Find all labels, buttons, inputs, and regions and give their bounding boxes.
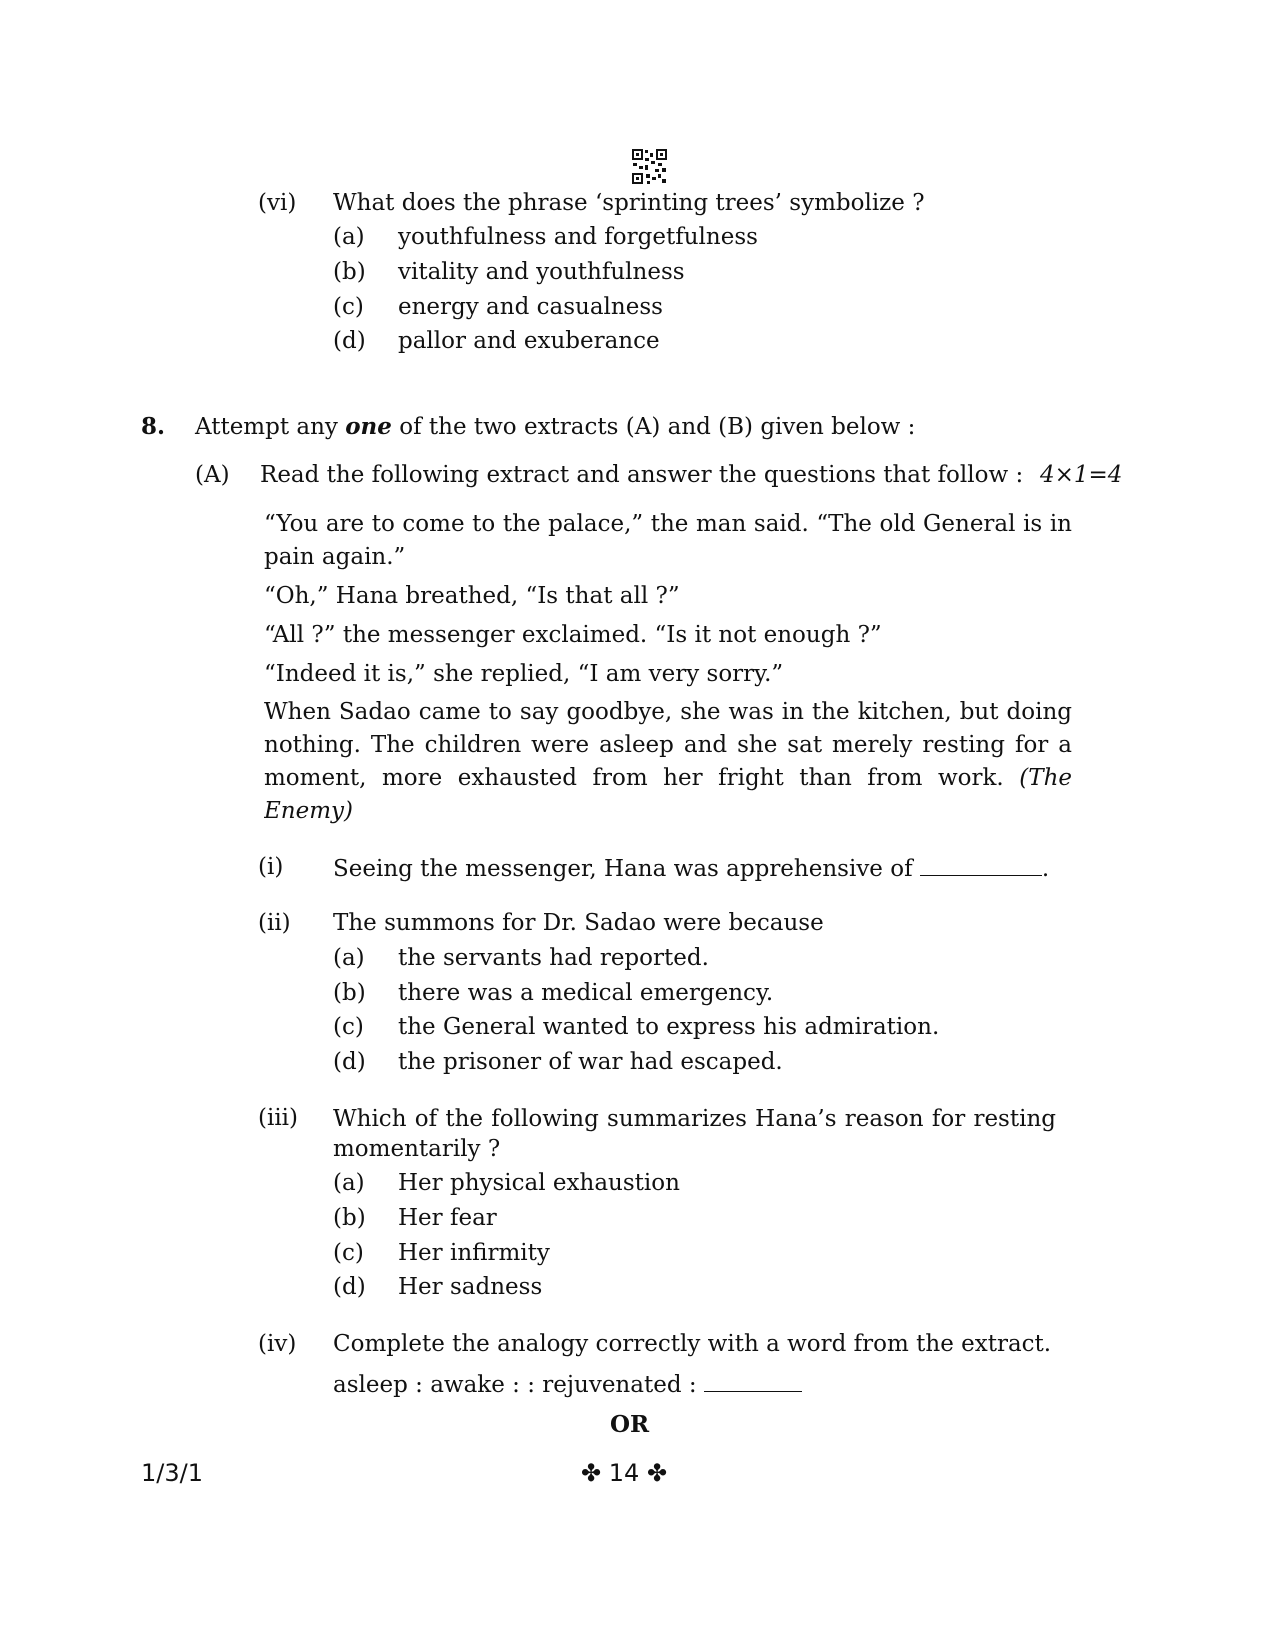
- question-text: Complete the analogy correctly with a word from the extract.: [333, 1331, 1052, 1357]
- question-number: (iii): [258, 1105, 299, 1131]
- option-text: vitality and youthfulness: [398, 259, 685, 285]
- option-label: (a): [333, 224, 365, 250]
- section-label: (A): [195, 462, 230, 488]
- extract-paragraph: “Oh,” Hana breathed, “Is that all ?”: [264, 583, 680, 609]
- option-text: energy and casualness: [398, 294, 663, 320]
- option-text: Her physical exhaustion: [398, 1170, 680, 1196]
- option-text: there was a medical emergency.: [398, 980, 774, 1006]
- extract-source: (The Enemy): [264, 765, 1072, 824]
- answer-blank[interactable]: [920, 853, 1042, 876]
- ornament-left-icon: ✤: [581, 1459, 602, 1487]
- extract-paragraph: “All ?” the messenger exclaimed. “Is it not enough ?”: [264, 622, 882, 648]
- extract-paragraph: “Indeed it is,” she replied, “I am very sorry.”: [264, 661, 784, 687]
- option-text: the prisoner of war had escaped.: [398, 1049, 783, 1075]
- option-label: (d): [333, 1274, 366, 1300]
- option-text: the General wanted to express his admiration.: [398, 1014, 940, 1040]
- extract-paragraph: “You are to come to the palace,” the man said. “The old General is in pain again.”: [264, 511, 1072, 570]
- question-text: What does the phrase ‘sprinting trees’ symbolize ?: [333, 190, 925, 216]
- marks: 4×1=4: [1040, 462, 1123, 488]
- option-text: youthfulness and forgetfulness: [398, 224, 758, 250]
- option-text: pallor and exuberance: [398, 328, 660, 354]
- question-number: (iv): [258, 1331, 297, 1357]
- question-number: (ii): [258, 910, 291, 936]
- option-text: Her sadness: [398, 1274, 543, 1300]
- ornament-right-icon: ✤: [646, 1459, 668, 1487]
- section-instruction: Read the following extract and answer the questions that follow :: [260, 462, 1024, 488]
- option-text: the servants had reported.: [398, 945, 709, 971]
- paper-code: 1/3/1: [141, 1459, 203, 1487]
- question-text: Which of the following summarizes Hana’s reason for resting momentarily ?: [333, 1106, 1056, 1162]
- option-label: (b): [333, 259, 366, 285]
- analogy-text: asleep : awake : : rejuvenated :: [333, 1369, 802, 1399]
- question-text: The summons for Dr. Sadao were because: [333, 910, 824, 936]
- page-number: ✤ 14 ✤: [581, 1459, 668, 1487]
- extract-paragraph-final: When Sadao came to say goodbye, she was in the kitchen, but doing nothing. The children were asleep and she sat merely resting for a moment, more exhausted from her fright than from work. (The Enemy): [264, 699, 1072, 824]
- answer-blank[interactable]: [704, 1369, 802, 1392]
- option-label: (d): [333, 1049, 366, 1075]
- option-label: (c): [333, 294, 364, 320]
- option-label: (d): [333, 328, 366, 354]
- option-label: (a): [333, 1170, 365, 1196]
- option-label: (b): [333, 980, 366, 1006]
- question-8-instruction: Attempt any one of the two extracts (A) and (B) given below :: [195, 413, 916, 440]
- option-label: (c): [333, 1240, 364, 1266]
- question-text: Seeing the messenger, Hana was apprehensive of .: [333, 853, 1049, 883]
- qr-code-icon: [631, 148, 668, 185]
- option-text: Her fear: [398, 1205, 497, 1231]
- question-number: 8.: [141, 413, 166, 440]
- option-label: (b): [333, 1205, 366, 1231]
- option-label: (c): [333, 1014, 364, 1040]
- or-divider: OR: [610, 1411, 650, 1438]
- option-label: (a): [333, 945, 365, 971]
- question-number: (i): [258, 854, 284, 880]
- option-text: Her infirmity: [398, 1240, 550, 1266]
- question-number: (vi): [258, 190, 297, 216]
